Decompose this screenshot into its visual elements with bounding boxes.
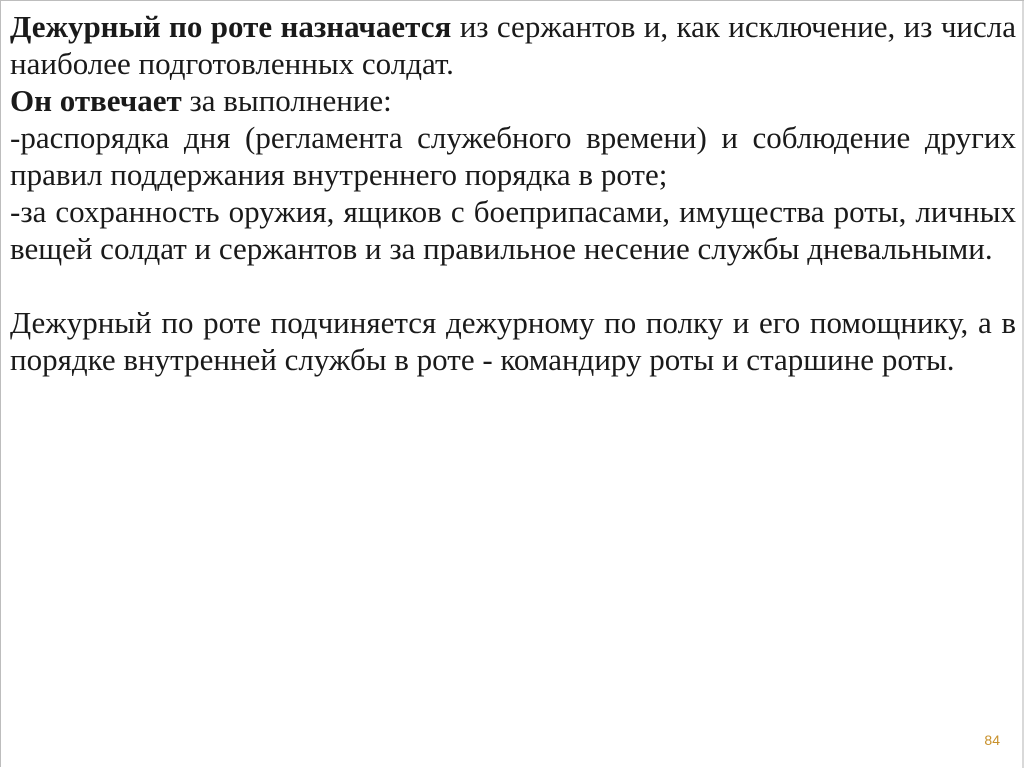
duty-assignment-bold: Дежурный по роте назначается <box>10 9 452 44</box>
paragraph-subordination: Дежурный по роте подчиняется дежурному по полку и его помощнику, а в порядке внутренней службы в роте - командиру роты и старшине роты. <box>10 305 1016 377</box>
responsibility-bold: Он отвечает <box>10 83 182 118</box>
slide-text <box>10 8 1016 378</box>
paragraph-daily-routine: -распорядка дня (регламента служебного времени) и соблюдение других правил поддержания внутреннего порядка в роте; <box>10 120 1016 192</box>
responsibility-text: за выполнение: <box>181 83 392 118</box>
paragraph-safekeeping: -за сохранность оружия, ящиков с боеприпасами, имущества роты, личных вещей солдат и сержантов и за правильное несение службы дневальными. <box>10 194 1016 266</box>
duty-assignment-text: из сержантов и, как исключение, из числа наиболее подготовленных солдат. <box>10 9 1016 81</box>
page-number: 84 <box>984 732 1000 748</box>
paragraph-responsibility <box>10 82 1016 119</box>
paragraph-duty-assignment <box>10 8 1016 82</box>
